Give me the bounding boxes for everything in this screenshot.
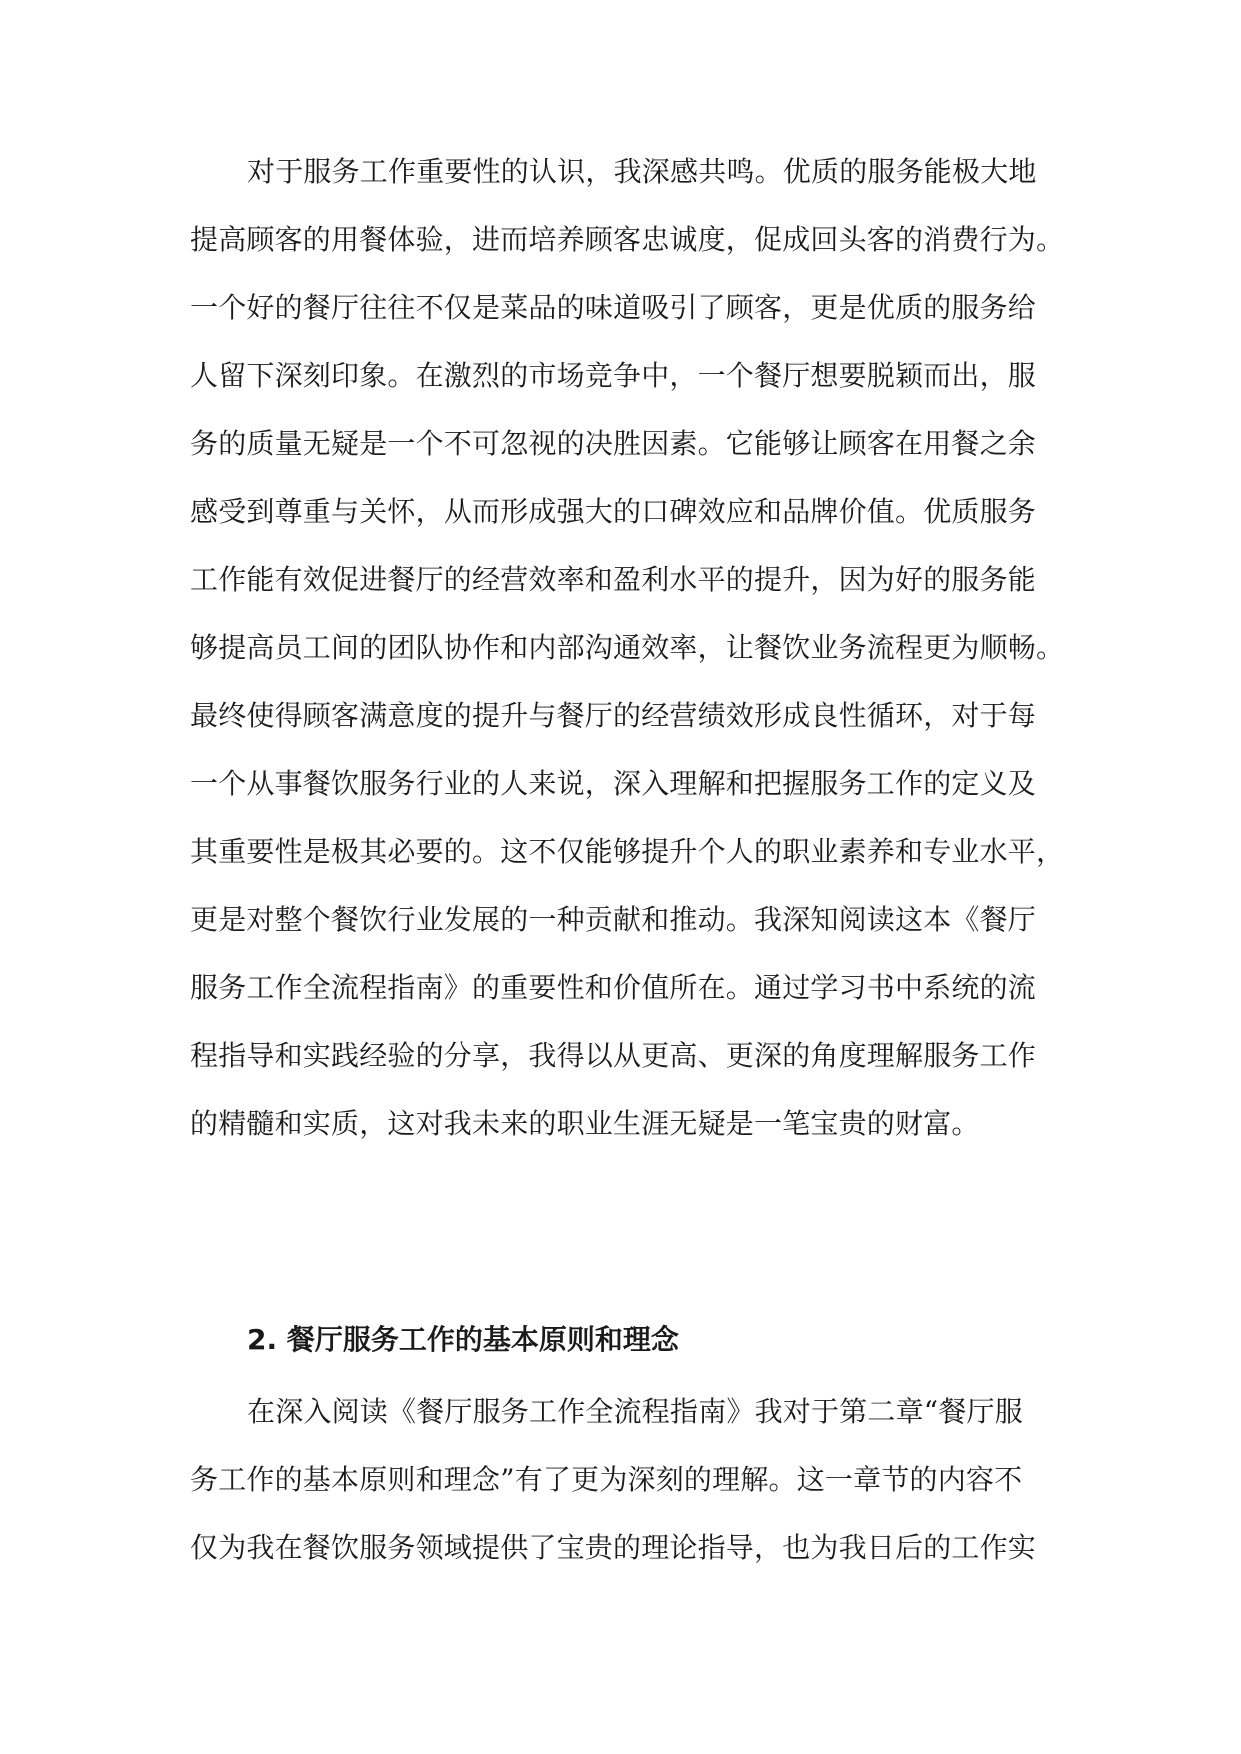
paragraph-1-line-10: 一个从事餐饮服务行业的人来说，深入理解和把握服务工作的定义及 <box>190 767 1037 800</box>
paragraph-1-line-6: 感受到尊重与关怀，从而形成强大的口碑效应和品牌价值。优质服务 <box>190 495 1037 528</box>
section-2-heading: 2. 餐厅服务工作的基本原则和理念 <box>247 1323 679 1356</box>
paragraph-1-line-13: 服务工作全流程指南》的重要性和价值所在。通过学习书中系统的流 <box>190 971 1037 1004</box>
paragraph-2-line-1: 在深入阅读《餐厅服务工作全流程指南》我对于第二章“餐厅服 <box>247 1395 1023 1428</box>
paragraph-1-line-2: 提高顾客的用餐体验，进而培养顾客忠诚度，促成回头客的消费行为。 <box>190 223 1065 256</box>
paragraph-1-line-15: 的精髓和实质，这对我未来的职业生涯无疑是一笔宝贵的财富。 <box>190 1107 980 1140</box>
paragraph-1-line-7: 工作能有效促进餐厅的经营效率和盈利水平的提升，因为好的服务能 <box>190 563 1037 596</box>
paragraph-1-line-5: 务的质量无疑是一个不可忽视的决胜因素。它能够让顾客在用餐之余 <box>190 427 1037 460</box>
paragraph-2-line-2: 务工作的基本原则和理念”有了更为深刻的理解。这一章节的内容不 <box>190 1463 1023 1496</box>
paragraph-1-line-1: 对于服务工作重要性的认识，我深感共鸣。优质的服务能极大地 <box>247 155 1037 188</box>
paragraph-1-line-11: 其重要性是极其必要的。这不仅能够提升个人的职业素养和专业水平， <box>190 835 1065 868</box>
paragraph-1-line-12: 更是对整个餐饮行业发展的一种贡献和推动。我深知阅读这本《餐厅 <box>190 903 1037 936</box>
paragraph-1-line-9: 最终使得顾客满意度的提升与餐厅的经营绩效形成良性循环，对于每 <box>190 699 1037 732</box>
paragraph-1-line-8: 够提高员工间的团队协作和内部沟通效率，让餐饮业务流程更为顺畅。 <box>190 631 1065 664</box>
paragraph-1-line-14: 程指导和实践经验的分享，我得以从更高、更深的角度理解服务工作 <box>190 1039 1037 1072</box>
paragraph-2-line-3: 仅为我在餐饮服务领域提供了宝贵的理论指导，也为我日后的工作实 <box>190 1531 1037 1564</box>
paragraph-1-line-4: 人留下深刻印象。在激烈的市场竞争中，一个餐厅想要脱颖而出，服 <box>190 359 1037 392</box>
paragraph-1-line-3: 一个好的餐厅往往不仅是菜品的味道吸引了顾客，更是优质的服务给 <box>190 291 1037 324</box>
